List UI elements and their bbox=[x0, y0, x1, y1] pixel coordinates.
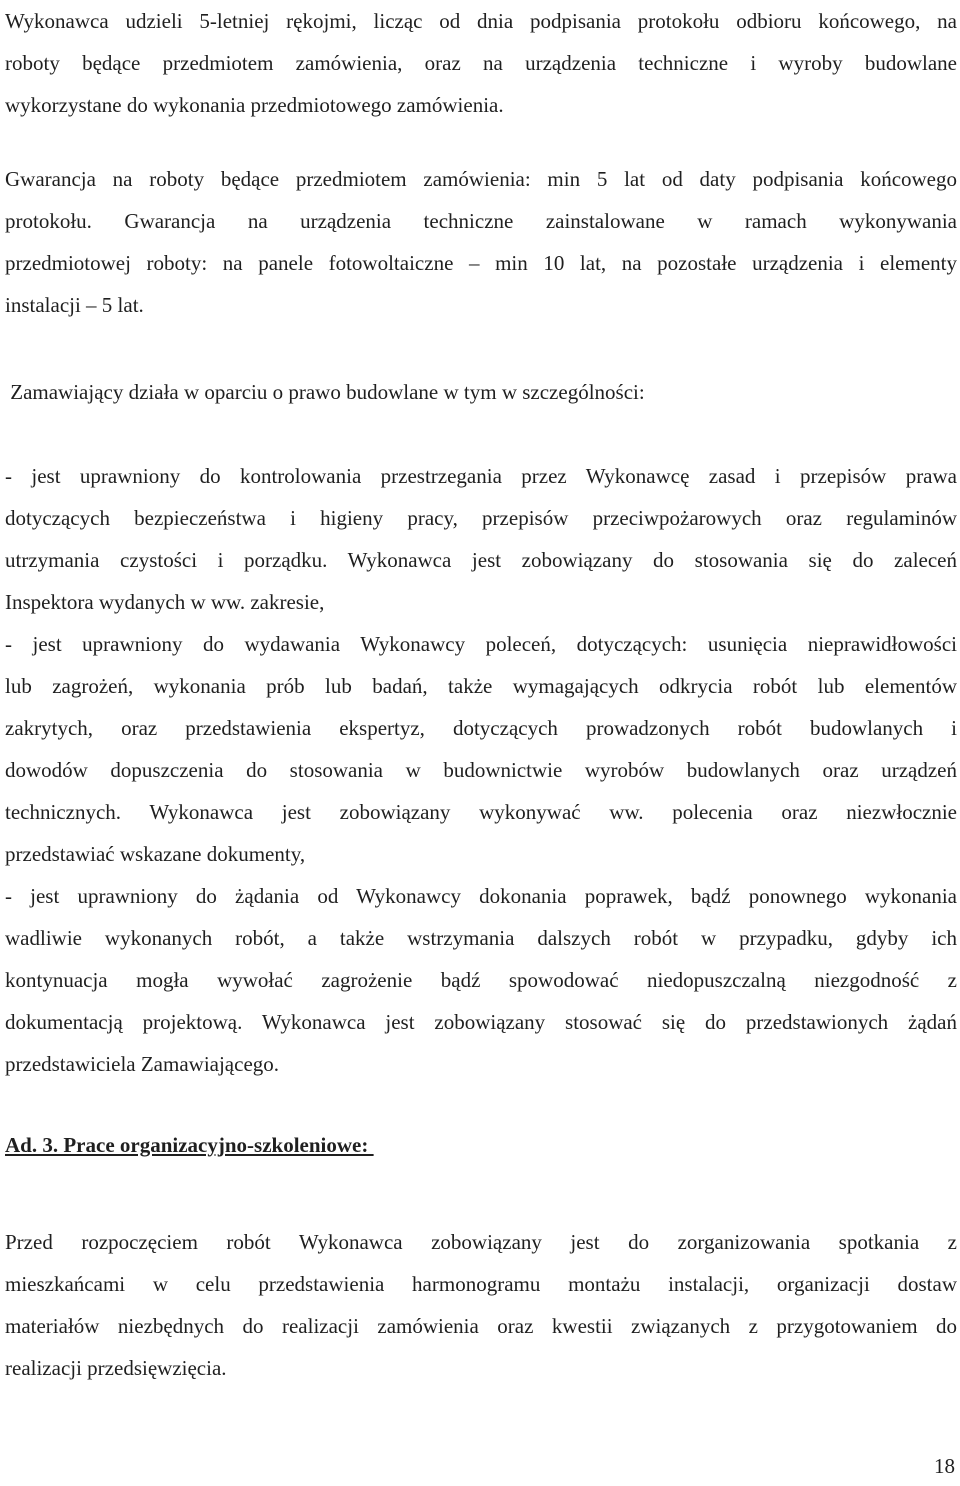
text-line: przedmiotowej roboty: na panele fotowoltaiczne – min 10 lat, na pozostałe urządzenia i elementy bbox=[5, 251, 957, 275]
text-line: roboty będące przedmiotem zamówienia, oraz na urządzenia techniczne i wyroby budowlane bbox=[5, 51, 957, 75]
text-line: - jest uprawniony do żądania od Wykonawcy dokonania poprawek, bądź ponownego wykonania bbox=[5, 884, 957, 908]
text-line: - jest uprawniony do wydawania Wykonawcy poleceń, dotyczących: usunięcia nieprawidłowości bbox=[5, 632, 957, 656]
guarantee-paragraph bbox=[5, 158, 957, 326]
text-line: dokumentacją projektową. Wykonawca jest zobowiązany stosować się do przedstawionych żądań bbox=[5, 1010, 957, 1034]
text-line: lub zagrożeń, wykonania prób lub badań, także wymagających odkrycia robót lub elementów bbox=[5, 674, 957, 698]
text-line: instalacji – 5 lat. bbox=[5, 293, 144, 317]
text-line: Zamawiający działa w oparciu o prawo budowlane w tym w szczególności: bbox=[5, 380, 645, 404]
organization-paragraph bbox=[5, 1221, 957, 1389]
text-line: - jest uprawniony do kontrolowania przestrzegania przez Wykonawcę zasad i przepisów prawa bbox=[5, 464, 957, 488]
text-line: Gwarancja na roboty będące przedmiotem zamówienia: min 5 lat od daty podpisania końcowego bbox=[5, 167, 957, 191]
text-line: dowodów dopuszczenia do stosowania w budownictwie wyrobów budowlanych oraz urządzeń bbox=[5, 758, 957, 782]
text-line: dotyczących bezpieczeństwa i higieny pracy, przepisów przeciwpożarowych oraz regulaminów bbox=[5, 506, 957, 530]
text-line: Inspektora wydanych w ww. zakresie, bbox=[5, 590, 325, 614]
text-line: utrzymania czystości i porządku. Wykonawca jest zobowiązany do stosowania się do zaleceń bbox=[5, 548, 957, 572]
text-line: przedstawiać wskazane dokumenty, bbox=[5, 842, 306, 866]
text-line: kontynuacja mogła wywołać zagrożenie bądź spowodować niedopuszczalną niezgodność z bbox=[5, 968, 957, 992]
text-line: zakrytych, oraz przedstawienia ekspertyz, dotyczących prowadzonych robót budowlanych i bbox=[5, 716, 957, 740]
client-intro-paragraph bbox=[5, 371, 957, 413]
text-line: technicznych. Wykonawca jest zobowiązany wykonywać ww. polecenia oraz niezwłocznie bbox=[5, 800, 957, 824]
text-line: wadliwie wykonanych robót, a także wstrzymania dalszych robót w przypadku, gdyby ich bbox=[5, 926, 957, 950]
text-line: mieszkańcami w celu przedstawienia harmonogramu montażu instalacji, organizacji dostaw bbox=[5, 1272, 957, 1296]
text-line: protokołu. Gwarancja na urządzenia techniczne zainstalowane w ramach wykonywania bbox=[5, 209, 957, 233]
text-line: Wykonawca udzieli 5-letniej rękojmi, licząc od dnia podpisania protokołu odbioru końcowego, na bbox=[5, 9, 957, 33]
section-heading: Ad. 3. Prace organizacyjno-szkoleniowe: bbox=[5, 1133, 374, 1157]
warranty-paragraph bbox=[5, 0, 957, 126]
text-line: Przed rozpoczęciem robót Wykonawca zobowiązany jest do zorganizowania spotkania z bbox=[5, 1230, 957, 1254]
text-line: wykorzystane do wykonania przedmiotowego zamówienia. bbox=[5, 93, 504, 117]
text-line: materiałów niezbędnych do realizacji zamówienia oraz kwestii związanych z przygotowaniem do bbox=[5, 1314, 957, 1338]
page-number: 18 bbox=[934, 1454, 955, 1478]
text-line: realizacji przedsięwzięcia. bbox=[5, 1356, 227, 1380]
text-line: przedstawiciela Zamawiającego. bbox=[5, 1052, 280, 1076]
client-rights-list bbox=[5, 455, 957, 1085]
